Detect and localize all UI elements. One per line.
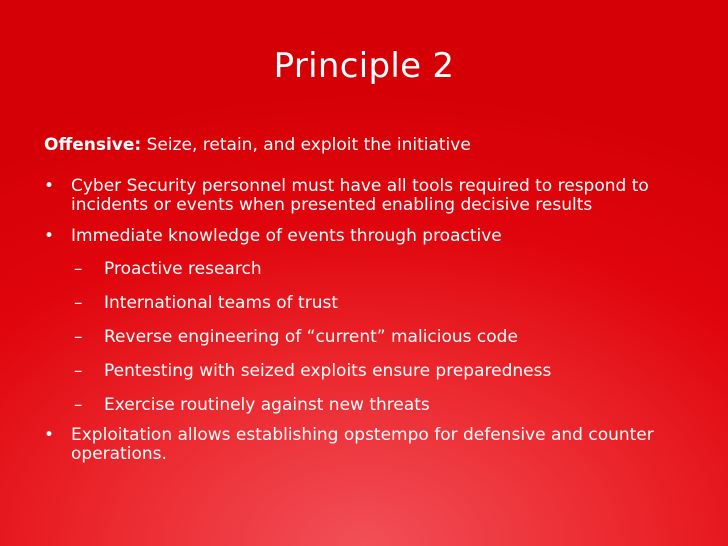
sub-bullet-item bbox=[44, 294, 704, 313]
subtitle-label: Offensive: bbox=[44, 135, 142, 155]
dash-marker: – bbox=[74, 259, 83, 279]
bullet-item bbox=[44, 426, 704, 464]
bullet-list bbox=[44, 177, 704, 464]
slide-content bbox=[44, 133, 704, 464]
bullet-marker: • bbox=[44, 425, 55, 445]
sub-bullet-text: Pentesting with seized exploits ensure preparedness bbox=[104, 361, 552, 381]
bullet-text: Immediate knowledge of events through proactive bbox=[71, 226, 502, 246]
bullet-text: Exploitation allows establishing opstempo for defensive and counter operations. bbox=[71, 425, 654, 464]
subtitle-text: Seize, retain, and exploit the initiative bbox=[141, 135, 471, 155]
slide-title: Principle 2 bbox=[273, 46, 455, 86]
sub-bullet-item bbox=[44, 396, 704, 415]
sub-bullet-item bbox=[44, 260, 704, 279]
sub-bullet-text: International teams of trust bbox=[104, 293, 339, 313]
sub-bullet-item bbox=[44, 362, 704, 381]
bullet-item bbox=[44, 177, 704, 215]
sub-bullet-text: Proactive research bbox=[104, 259, 262, 279]
bullet-item bbox=[44, 227, 704, 246]
bullet-marker: • bbox=[44, 226, 55, 246]
subtitle-line bbox=[44, 133, 704, 157]
sub-bullet-item bbox=[44, 328, 704, 347]
sub-bullet-text: Exercise routinely against new threats bbox=[104, 395, 430, 415]
sub-bullet-text: Reverse engineering of “current” malicious code bbox=[104, 327, 518, 347]
dash-marker: – bbox=[74, 361, 83, 381]
dash-marker: – bbox=[74, 395, 83, 415]
bullet-marker: • bbox=[44, 176, 55, 196]
dash-marker: – bbox=[74, 327, 83, 347]
bullet-text: Cyber Security personnel must have all tools required to respond to incidents or events when presented enabling decisive results bbox=[71, 176, 649, 215]
dash-marker: – bbox=[74, 293, 83, 313]
